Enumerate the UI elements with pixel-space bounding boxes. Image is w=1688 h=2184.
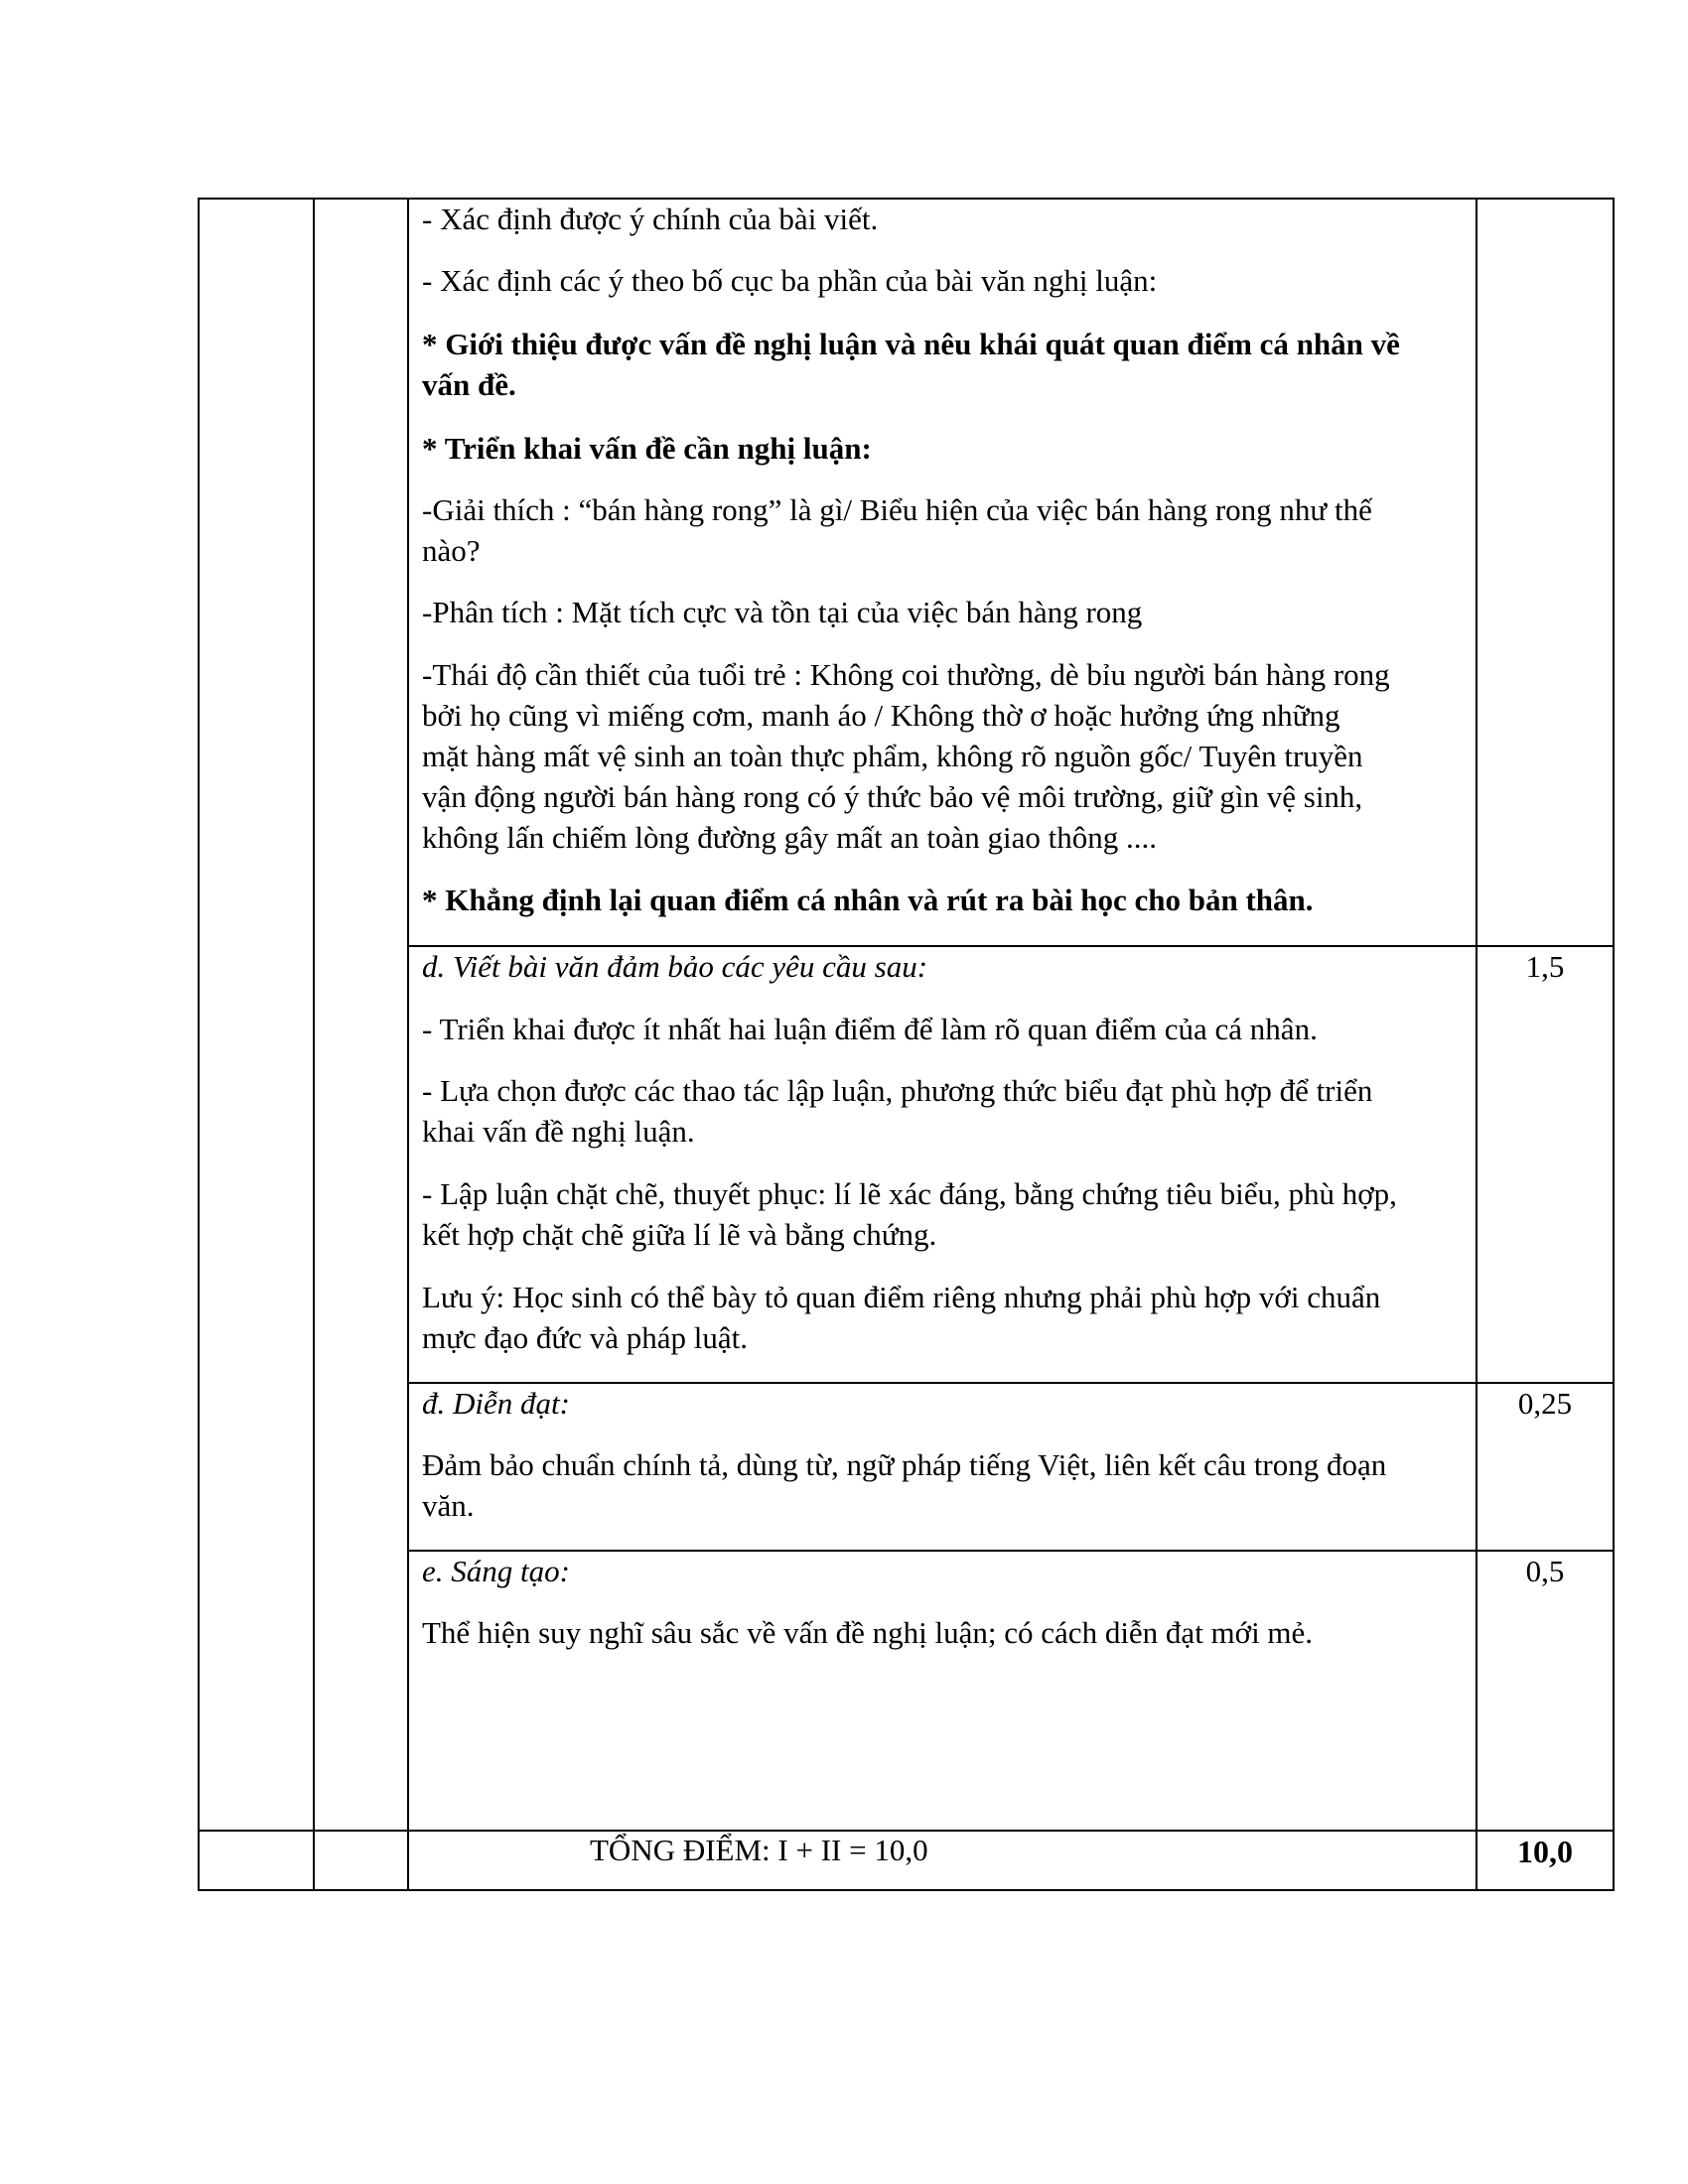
section-dd-heading: đ. Diễn đạt:: [422, 1386, 570, 1421]
table-col-divider-2: [407, 198, 409, 1891]
section-c-explain-line-1: -Giải thích : “bán hàng rong” là gì/ Biểu hiện của việc bán hàng rong như thế: [422, 492, 1372, 527]
table-border-bottom: [198, 1889, 1615, 1891]
section-c-body-heading: * Triển khai vấn đề cần nghị luận:: [422, 431, 872, 466]
section-e-heading: e. Sáng tạo:: [422, 1554, 570, 1588]
row-divider-dd: [407, 1382, 1615, 1384]
section-c-line-1: - Xác định được ý chính của bài viết.: [422, 202, 879, 236]
section-c-explain-line-2: nào?: [422, 533, 481, 568]
table-border-left: [198, 198, 200, 1891]
table-col-divider-1: [313, 198, 315, 1891]
table-border-top: [198, 198, 1615, 200]
section-d-note-line-2: mực đạo đức và pháp luật.: [422, 1320, 748, 1355]
total-label: TỔNG ĐIỂM: I + II = 10,0: [590, 1833, 928, 1867]
section-e-score: 0,5: [1525, 1554, 1565, 1588]
section-c-intro-line-2: vấn đề.: [422, 367, 516, 402]
section-c-conclusion: * Khẳng định lại quan điểm cá nhân và rút ra bài học cho bản thân.: [422, 883, 1314, 917]
section-d-point-1: - Triển khai được ít nhất hai luận điểm để làm rõ quan điểm của cá nhân.: [422, 1012, 1318, 1046]
section-dd-line-2: văn.: [422, 1488, 475, 1523]
table-border-right: [1613, 198, 1615, 1891]
section-d-point-2-line-1: - Lựa chọn được các thao tác lập luận, phương thức biểu đạt phù hợp để triển: [422, 1073, 1373, 1108]
section-dd-score: 0,25: [1517, 1386, 1573, 1421]
section-c-intro-line-1: * Giới thiệu được vấn đề nghị luận và nêu khái quát quan điểm cá nhân về: [422, 327, 1400, 361]
row-divider-e: [407, 1550, 1615, 1552]
section-d-score: 1,5: [1525, 949, 1565, 984]
table-col-divider-3: [1476, 198, 1477, 1891]
section-c-attitude-line-4: vận động người bán hàng rong có ý thức bảo vệ môi trường, giữ gìn vệ sinh,: [422, 779, 1363, 814]
section-d-point-2-line-2: khai vấn đề nghị luận.: [422, 1114, 695, 1149]
section-c-attitude-line-3: mặt hàng mất vệ sinh an toàn thực phẩm, không rõ nguồn gốc/ Tuyên truyền: [422, 739, 1363, 773]
section-c-attitude-line-5: không lấn chiếm lòng đường gây mất an toàn giao thông ....: [422, 820, 1158, 855]
section-d-point-3-line-2: kết hợp chặt chẽ giữa lí lẽ và bằng chứng.: [422, 1217, 937, 1252]
section-c-attitude-line-1: -Thái độ cần thiết của tuổi trẻ : Không coi thường, dè bỉu người bán hàng rong: [422, 657, 1390, 692]
section-e-line-1: Thể hiện suy nghĩ sâu sắc về vấn đề nghị luận; có cách diễn đạt mới mẻ.: [422, 1615, 1314, 1650]
section-c-line-2: - Xác định các ý theo bố cục ba phần của bài văn nghị luận:: [422, 263, 1158, 298]
section-d-point-3-line-1: - Lập luận chặt chẽ, thuyết phục: lí lẽ xác đáng, bằng chứng tiêu biểu, phù hợp,: [422, 1176, 1397, 1211]
section-c-attitude-line-2: bởi họ cũng vì miếng cơm, manh áo / Không thờ ơ hoặc hưởng ứng những: [422, 698, 1340, 733]
section-dd-line-1: Đảm bảo chuẩn chính tả, dùng từ, ngữ pháp tiếng Việt, liên kết câu trong đoạn: [422, 1447, 1387, 1482]
section-d-heading: d. Viết bài văn đảm bảo các yêu cầu sau:: [422, 949, 928, 984]
total-score: 10,0: [1517, 1834, 1573, 1869]
section-c-analyze: -Phân tích : Mặt tích cực và tồn tại của việc bán hàng rong: [422, 595, 1143, 629]
section-d-note-line-1: Lưu ý: Học sinh có thể bày tỏ quan điểm riêng nhưng phải phù hợp với chuẩn: [422, 1280, 1381, 1314]
